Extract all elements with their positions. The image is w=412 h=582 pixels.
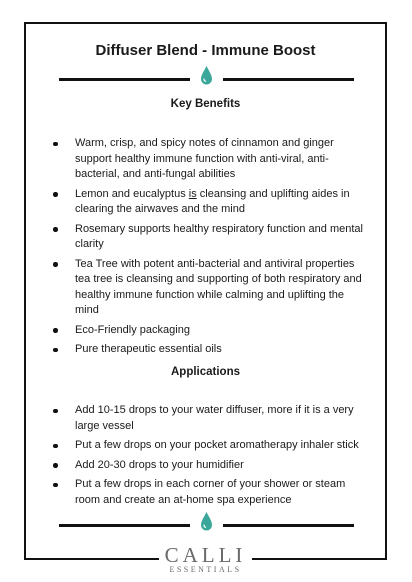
list-item-text: Lemon and eucalyptus [75, 187, 189, 200]
top-divider [59, 73, 354, 87]
key-benefits-heading: Key Benefits [170, 98, 241, 110]
applications-heading: Applications [170, 366, 240, 378]
logo-tagline: ESSENTIALS [169, 565, 242, 574]
benefits-list [48, 136, 368, 362]
list-item: Put a few drops in each corner of your shower or steam room and create an at-home spa experience [48, 477, 368, 508]
divider-line-left [59, 524, 190, 527]
list-item: Add 10-15 drops to your water diffuser, more if it is a very large vessel [48, 403, 368, 434]
list-item: Put a few drops on your pocket aromatherapy inhaler stick [48, 438, 368, 454]
list-item-text: cleansing and uplifting aides in clearing the airwaves and the mind [75, 187, 350, 215]
droplet-icon [199, 511, 214, 533]
list-item: Eco-Friendly packaging [48, 323, 368, 339]
list-item: Rosemary supports healthy respiratory function and mental clarity [48, 222, 368, 253]
list-item [48, 187, 368, 218]
list-item: Add 20-30 drops to your humidifier [48, 458, 368, 474]
list-item: Warm, crisp, and spicy notes of cinnamon and ginger support healthy immune function with anti-viral, anti-bacterial, and anti-fungal abilities [48, 136, 368, 183]
page-title: Diffuser Blend - Immune Boost [95, 42, 316, 59]
brand-logo [24, 544, 387, 574]
product-card [24, 22, 387, 560]
logo-wordmark: CALLI [159, 544, 253, 566]
divider-line-left [59, 78, 190, 81]
droplet-icon [199, 65, 214, 87]
list-item: Pure therapeutic essential oils [48, 342, 368, 358]
applications-list [48, 403, 368, 512]
divider-line-right [223, 78, 354, 81]
underlined-word: is [188, 187, 197, 200]
bottom-divider [59, 519, 354, 533]
divider-line-right [223, 524, 354, 527]
list-item: Tea Tree with potent anti-bacterial and antiviral properties tea tree is cleansing and supporting of both respiratory and healthy immune function while calming and uplifting the mind [48, 257, 368, 319]
